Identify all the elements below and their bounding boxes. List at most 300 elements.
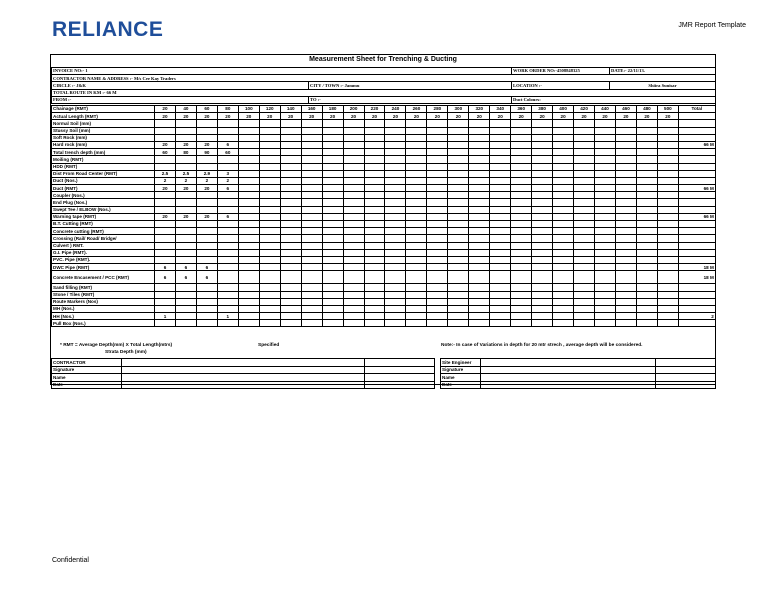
measurement-cell: [595, 185, 616, 192]
measurement-cell: [553, 156, 574, 163]
measurement-cell: 20: [595, 113, 616, 120]
measurement-cell: [532, 156, 553, 163]
measurement-cell: [595, 199, 616, 206]
measurement-cell: [217, 256, 238, 263]
measurement-cell: [615, 235, 636, 242]
measurement-cell: [469, 177, 490, 184]
measurement-cell: 500: [657, 106, 678, 113]
measurement-cell: [217, 284, 238, 291]
measurement-cell: [175, 249, 196, 256]
measurement-cell: [657, 305, 678, 312]
measurement-cell: [469, 120, 490, 127]
measurement-cell: [301, 185, 322, 192]
info-table: [51, 67, 716, 104]
measurement-cell: [238, 192, 259, 199]
measurement-cell: [595, 127, 616, 134]
measurement-cell: [615, 213, 636, 220]
measurement-cell: [636, 249, 657, 256]
measurement-cell: [259, 305, 280, 312]
measurement-cell: [532, 221, 553, 228]
measurement-cell: [490, 249, 511, 256]
measurement-cell: [322, 141, 343, 148]
measurement-cell: [615, 320, 636, 327]
measurement-cell: [175, 120, 196, 127]
signature-field[interactable]: [122, 366, 365, 374]
measurement-cell: 20: [364, 113, 385, 120]
measurement-cell: [469, 249, 490, 256]
measurement-cell: [615, 291, 636, 298]
measurement-cell: [511, 134, 532, 141]
measurement-cell: [196, 199, 217, 206]
measurement-cell: [427, 199, 448, 206]
measurement-cell: [553, 221, 574, 228]
measurement-cell: [322, 228, 343, 235]
measurement-cell: [155, 256, 176, 263]
row-label: Stone / Tiles (RMT): [52, 291, 155, 298]
measurement-cell: [553, 192, 574, 199]
measurement-cell: [574, 221, 595, 228]
measurement-cell: [406, 206, 427, 213]
measurement-cell: [196, 291, 217, 298]
measurement-cell: 20: [280, 113, 301, 120]
measurement-cell: 300: [448, 106, 469, 113]
measurement-cell: [259, 242, 280, 249]
measurement-cell: [259, 221, 280, 228]
measurement-cell: [636, 120, 657, 127]
signature-label: Name: [441, 374, 481, 382]
measurement-cell: [196, 120, 217, 127]
measurement-cell: [469, 192, 490, 199]
measurement-cell: [343, 120, 364, 127]
measurement-cell: [490, 199, 511, 206]
signature-field[interactable]: [365, 359, 435, 367]
measurement-cell: [322, 320, 343, 327]
measurement-cell: [155, 298, 176, 305]
measurement-cell: [532, 149, 553, 156]
measurement-cell: [595, 313, 616, 320]
measurement-cell: [217, 264, 238, 271]
measurement-cell: [427, 320, 448, 327]
table-row: [52, 156, 716, 163]
measurement-cell: [343, 192, 364, 199]
row-label: Coupler (Nos.): [52, 192, 155, 199]
measurement-grid: [51, 105, 716, 327]
measurement-cell: [595, 264, 616, 271]
measurement-cell: [636, 320, 657, 327]
measurement-cell: [217, 291, 238, 298]
measurement-cell: [238, 156, 259, 163]
measurement-cell: [217, 127, 238, 134]
measurement-cell: [469, 320, 490, 327]
measurement-cell: [511, 291, 532, 298]
row-total: [678, 320, 715, 327]
measurement-cell: [595, 256, 616, 263]
measurement-cell: [238, 320, 259, 327]
signature-row: [52, 366, 435, 374]
measurement-cell: [553, 235, 574, 242]
table-row: [52, 228, 716, 235]
measurement-cell: [448, 298, 469, 305]
measurement-cell: [196, 206, 217, 213]
measurement-cell: [511, 120, 532, 127]
table-row: [52, 163, 716, 170]
measurement-cell: [385, 206, 406, 213]
measurement-cell: [595, 141, 616, 148]
signature-field[interactable]: [365, 381, 435, 389]
measurement-cell: [238, 185, 259, 192]
signature-field[interactable]: [481, 381, 656, 389]
measurement-cell: [196, 192, 217, 199]
measurement-cell: [490, 213, 511, 220]
signature-field[interactable]: [365, 374, 435, 382]
row-label: Total trench depth (mm): [52, 149, 155, 156]
measurement-cell: [657, 149, 678, 156]
measurement-cell: 1: [155, 313, 176, 320]
measurement-cell: [511, 264, 532, 271]
measurement-cell: [238, 264, 259, 271]
measurement-cell: [238, 199, 259, 206]
measurement-cell: [574, 249, 595, 256]
measurement-cell: [343, 163, 364, 170]
measurement-cell: [615, 170, 636, 177]
signature-field[interactable]: [481, 359, 656, 367]
measurement-cell: 6: [196, 264, 217, 271]
measurement-cell: [469, 149, 490, 156]
measurement-cell: [322, 249, 343, 256]
measurement-cell: [259, 127, 280, 134]
table-row: [52, 113, 716, 120]
signature-field[interactable]: [481, 366, 656, 374]
measurement-cell: [343, 284, 364, 291]
measurement-cell: [385, 291, 406, 298]
measurement-cell: [385, 120, 406, 127]
measurement-cell: [175, 127, 196, 134]
measurement-cell: [469, 264, 490, 271]
measurement-cell: 100: [238, 106, 259, 113]
measurement-cell: [657, 206, 678, 213]
measurement-cell: [448, 284, 469, 291]
measurement-cell: [574, 141, 595, 148]
measurement-cell: [343, 249, 364, 256]
measurement-cell: [636, 163, 657, 170]
measurement-cell: [636, 177, 657, 184]
measurement-cell: 2: [217, 177, 238, 184]
measurement-cell: [553, 134, 574, 141]
measurement-cell: [427, 284, 448, 291]
measurement-cell: [217, 192, 238, 199]
measurement-cell: [217, 228, 238, 235]
measurement-cell: [385, 271, 406, 284]
measurement-cell: [532, 120, 553, 127]
measurement-cell: [427, 298, 448, 305]
measurement-cell: [259, 199, 280, 206]
measurement-cell: [448, 156, 469, 163]
measurement-cell: [364, 185, 385, 192]
measurement-cell: [196, 228, 217, 235]
signature-field[interactable]: [481, 374, 656, 382]
duct-colours-label: Duct Colours:: [512, 96, 716, 103]
measurement-cell: [385, 320, 406, 327]
measurement-cell: [343, 271, 364, 284]
measurement-cell: [406, 320, 427, 327]
measurement-cell: [238, 163, 259, 170]
signature-label: Date: [52, 381, 122, 389]
measurement-cell: [532, 284, 553, 291]
signature-field[interactable]: [656, 359, 716, 367]
row-label: HDD (RMT): [52, 163, 155, 170]
row-total: [678, 163, 715, 170]
measurement-cell: [448, 313, 469, 320]
measurement-cell: [448, 242, 469, 249]
measurement-cell: [657, 120, 678, 127]
measurement-cell: [657, 291, 678, 298]
measurement-cell: [490, 235, 511, 242]
measurement-cell: [657, 313, 678, 320]
measurement-cell: [490, 264, 511, 271]
measurement-cell: 440: [595, 106, 616, 113]
measurement-cell: [155, 206, 176, 213]
row-label: Chainage (RMT): [52, 106, 155, 113]
measurement-cell: [636, 170, 657, 177]
measurement-cell: [615, 149, 636, 156]
measurement-cell: [385, 170, 406, 177]
table-row: [52, 120, 716, 127]
measurement-cell: [448, 185, 469, 192]
measurement-cell: 60: [217, 149, 238, 156]
measurement-cell: [280, 177, 301, 184]
measurement-cell: [343, 256, 364, 263]
measurement-cell: [469, 170, 490, 177]
measurement-cell: [280, 170, 301, 177]
measurement-cell: [238, 221, 259, 228]
measurement-cell: [490, 298, 511, 305]
row-total: [678, 170, 715, 177]
table-row: [52, 320, 716, 327]
contractor-name: CONTRACTOR NAME & ADDRESS :- M/s Cee Kay Traders: [52, 75, 716, 82]
measurement-cell: [301, 213, 322, 220]
measurement-cell: [322, 206, 343, 213]
measurement-cell: [448, 170, 469, 177]
measurement-cell: 360: [511, 106, 532, 113]
measurement-cell: [511, 170, 532, 177]
measurement-cell: [553, 177, 574, 184]
measurement-cell: [343, 170, 364, 177]
measurement-cell: [280, 305, 301, 312]
measurement-cell: [574, 120, 595, 127]
measurement-cell: [636, 256, 657, 263]
measurement-cell: [364, 192, 385, 199]
measurement-cell: [280, 127, 301, 134]
measurement-cell: [155, 249, 176, 256]
signature-field[interactable]: [365, 366, 435, 374]
measurement-cell: [511, 163, 532, 170]
measurement-cell: [343, 228, 364, 235]
measurement-cell: [511, 221, 532, 228]
row-total: [678, 192, 715, 199]
measurement-cell: [490, 291, 511, 298]
measurement-cell: [469, 134, 490, 141]
measurement-cell: [259, 163, 280, 170]
measurement-cell: [385, 177, 406, 184]
measurement-cell: [238, 291, 259, 298]
measurement-cell: [469, 298, 490, 305]
measurement-cell: [155, 163, 176, 170]
signature-field[interactable]: [122, 374, 365, 382]
location-label: LOCATION :-: [512, 82, 610, 89]
table-row: [52, 134, 716, 141]
measurement-cell: [532, 313, 553, 320]
measurement-cell: [343, 320, 364, 327]
measurement-cell: [406, 284, 427, 291]
measurement-cell: [155, 221, 176, 228]
row-total: [678, 156, 715, 163]
measurement-cell: [595, 271, 616, 284]
measurement-cell: [553, 120, 574, 127]
measurement-cell: [657, 228, 678, 235]
measurement-cell: [364, 298, 385, 305]
measurement-cell: [636, 298, 657, 305]
measurement-cell: [196, 298, 217, 305]
measurement-cell: [364, 284, 385, 291]
measurement-cell: [595, 228, 616, 235]
row-label: Duct (Nos.): [52, 177, 155, 184]
signature-field[interactable]: [122, 381, 365, 389]
measurement-cell: 2: [155, 177, 176, 184]
measurement-cell: [427, 149, 448, 156]
row-total: [678, 206, 715, 213]
measurement-cell: [636, 127, 657, 134]
measurement-cell: 1: [217, 313, 238, 320]
signature-field[interactable]: [656, 374, 716, 382]
measurement-cell: [636, 305, 657, 312]
measurement-cell: [364, 249, 385, 256]
measurement-cell: [511, 284, 532, 291]
measurement-cell: [175, 134, 196, 141]
measurement-cell: [155, 242, 176, 249]
measurement-cell: [553, 291, 574, 298]
measurement-cell: [406, 264, 427, 271]
measurement-cell: [532, 271, 553, 284]
measurement-cell: [427, 264, 448, 271]
measurement-cell: [490, 305, 511, 312]
measurement-cell: [385, 235, 406, 242]
signature-label: Date: [441, 381, 481, 389]
measurement-cell: [553, 127, 574, 134]
signature-field[interactable]: [122, 359, 365, 367]
measurement-cell: [406, 156, 427, 163]
measurement-cell: [301, 149, 322, 156]
measurement-cell: [574, 305, 595, 312]
measurement-cell: [343, 141, 364, 148]
measurement-cell: [217, 271, 238, 284]
measurement-cell: [259, 120, 280, 127]
measurement-cell: [175, 305, 196, 312]
measurement-cell: [406, 235, 427, 242]
measurement-cell: [636, 228, 657, 235]
measurement-cell: [636, 313, 657, 320]
measurement-cell: [574, 264, 595, 271]
measurement-cell: [532, 199, 553, 206]
row-label: Normal Soil (mm): [52, 120, 155, 127]
measurement-cell: [448, 149, 469, 156]
measurement-cell: [385, 213, 406, 220]
measurement-cell: [238, 313, 259, 320]
measurement-cell: [636, 213, 657, 220]
measurement-cell: [511, 305, 532, 312]
measurement-cell: [259, 256, 280, 263]
table-row: [52, 127, 716, 134]
measurement-cell: [657, 156, 678, 163]
measurement-cell: [595, 284, 616, 291]
sheet-date: DATE:- 22/11/13.: [610, 68, 716, 75]
measurement-cell: [532, 291, 553, 298]
measurement-cell: [343, 156, 364, 163]
measurement-cell: [615, 249, 636, 256]
measurement-cell: [385, 305, 406, 312]
measurement-cell: [427, 221, 448, 228]
measurement-cell: [511, 185, 532, 192]
measurement-cell: [364, 206, 385, 213]
measurement-cell: [155, 120, 176, 127]
measurement-cell: 420: [574, 106, 595, 113]
row-total: 18 M: [678, 271, 715, 284]
signature-row: [441, 366, 716, 374]
measurement-cell: [448, 256, 469, 263]
measurement-cell: [448, 120, 469, 127]
measurement-cell: 20: [532, 113, 553, 120]
measurement-cell: [322, 192, 343, 199]
measurement-cell: [175, 256, 196, 263]
signature-label: Signature: [52, 366, 122, 374]
measurement-cell: [427, 141, 448, 148]
measurement-cell: 2.5: [155, 170, 176, 177]
table-row: [52, 298, 716, 305]
signature-label: Site Engineer: [441, 359, 481, 367]
measurement-cell: 20: [469, 113, 490, 120]
measurement-cell: [343, 127, 364, 134]
table-row: [52, 170, 716, 177]
measurement-cell: [427, 213, 448, 220]
measurement-cell: [280, 256, 301, 263]
measurement-cell: [574, 206, 595, 213]
measurement-cell: [175, 320, 196, 327]
signature-label: CONTRACTOR: [52, 359, 122, 367]
measurement-cell: [448, 305, 469, 312]
signature-field[interactable]: [656, 366, 716, 374]
measurement-cell: [532, 213, 553, 220]
measurement-cell: [280, 120, 301, 127]
row-total: 66 M: [678, 141, 715, 148]
measurement-cell: [385, 221, 406, 228]
measurement-cell: 6: [175, 264, 196, 271]
signature-field[interactable]: [656, 381, 716, 389]
measurement-cell: [364, 264, 385, 271]
measurement-cell: [385, 127, 406, 134]
measurement-cell: [301, 284, 322, 291]
measurement-cell: [427, 242, 448, 249]
measurement-cell: [343, 134, 364, 141]
measurement-cell: [427, 228, 448, 235]
measurement-cell: [322, 213, 343, 220]
measurement-cell: 160: [301, 106, 322, 113]
measurement-cell: [448, 249, 469, 256]
measurement-cell: 20: [196, 113, 217, 120]
measurement-cell: [490, 127, 511, 134]
measurement-cell: [238, 141, 259, 148]
measurement-cell: [636, 185, 657, 192]
measurement-cell: [406, 313, 427, 320]
measurement-cell: [238, 206, 259, 213]
